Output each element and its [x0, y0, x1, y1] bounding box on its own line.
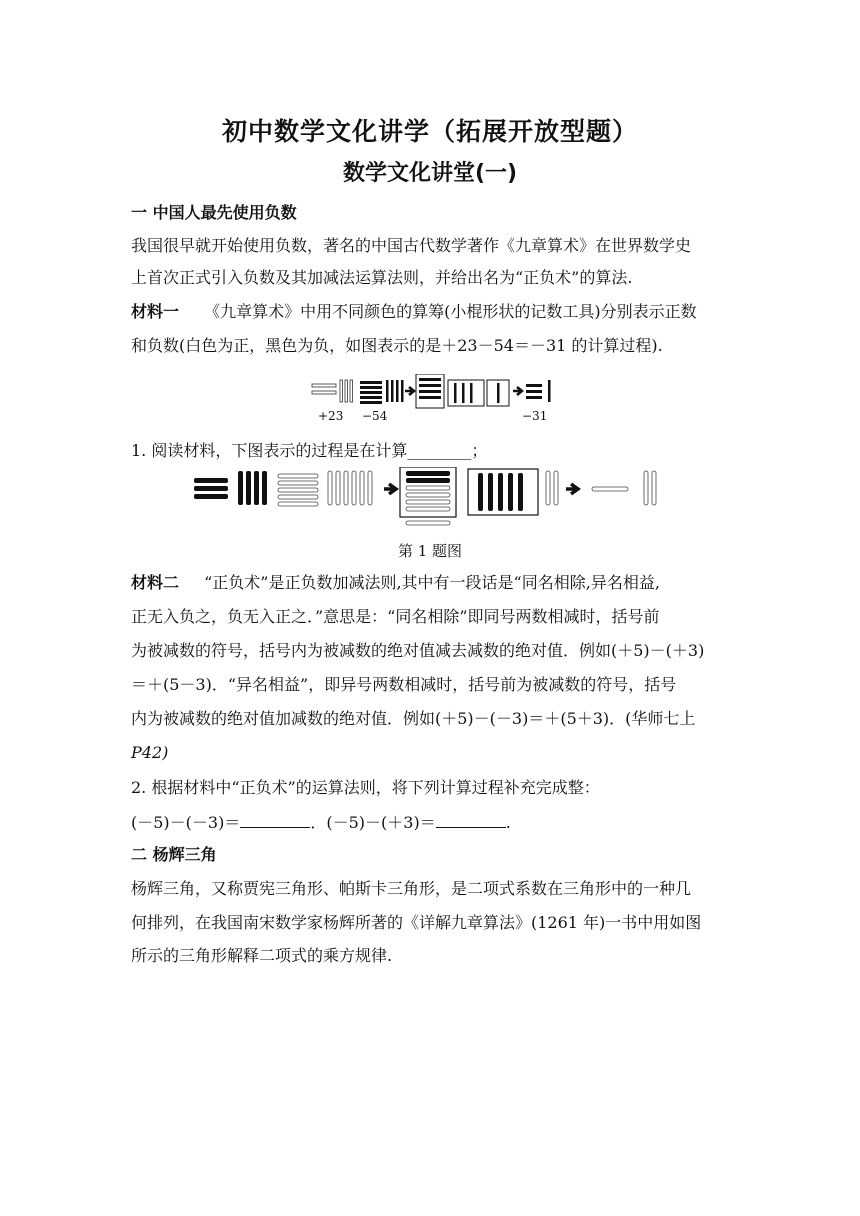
- q2-separator: ．: [310, 813, 327, 832]
- q2-end: .: [505, 813, 511, 832]
- q2-equation-1: (－5)－(－3)＝: [131, 813, 241, 832]
- section1-intro-line: 上首次正式引入负数及其加减法运算法则，并给出名为“正负术”的算法.: [131, 268, 633, 287]
- figure-1-caption: 第 1 题图: [397, 542, 463, 560]
- page-subtitle: 数学文化讲堂(一): [342, 161, 518, 186]
- material2-line: “正负术”是正负数加减法则,其中有一段话是“同名相除,异名相益,: [204, 573, 660, 592]
- figure-label-minus54: −54: [362, 409, 388, 423]
- q2-answer-blank-1[interactable]: [240, 811, 310, 828]
- q2-equation-2: (－5)－(＋3)＝: [326, 813, 436, 832]
- question-2: 2. 根据材料中“正负术”的运算法则，将下列计算过程补充完成整：: [131, 778, 600, 797]
- material2-paragraph: [131, 573, 660, 593]
- section2-heading: 二 杨辉三角: [131, 845, 217, 864]
- material1-line: 和负数(白色为正，黑色为负，如图表示的是＋23－54＝－31 的计算过程).: [131, 336, 663, 355]
- material2-line: 为被减数的符号，括号内为被减数的绝对值减去减数的绝对值．例如(＋5)－(＋3): [131, 641, 705, 660]
- section1-heading: 一 中国人最先使用负数: [131, 203, 297, 222]
- material1-label: 材料一: [131, 302, 180, 321]
- material2-label: 材料二: [131, 573, 180, 592]
- figure-label-plus23: +23: [318, 409, 344, 423]
- counting-rods-figure-q1: [192, 467, 682, 529]
- question-1: 1. 阅读材料，下图表示的过程是在计算________；: [131, 441, 488, 460]
- material2-line: P42): [131, 743, 169, 762]
- q2-answer-blank-2[interactable]: [436, 811, 506, 828]
- material2-line: ＝＋(5－3)．“异名相益”，即异号两数相减时，括号前为被减数的符号，括号: [131, 675, 677, 694]
- section2-line: 杨辉三角，又称贾宪三角形、帕斯卡三角形，是二项式系数在三角形中的一种几: [131, 879, 692, 898]
- figure-label-minus31: −31: [522, 409, 548, 423]
- material1-line: 《九章算术》中用不同颜色的算筹(小棍形状的记数工具)分别表示正数: [204, 302, 697, 321]
- question-2-equations: [131, 811, 511, 833]
- section2-line: 何排列，在我国南宋数学家杨辉所著的《详解九章算法》(1261 年)一书中用如图: [131, 913, 702, 932]
- page-title: 初中数学文化讲学（拓展开放型题）: [221, 117, 638, 146]
- section1-intro-line: 我国很早就开始使用负数，著名的中国古代数学著作《九章算术》在世界数学史: [131, 236, 692, 255]
- material1-paragraph: [131, 302, 697, 322]
- section2-line: 所示的三角形解释二项式的乘方规律.: [131, 946, 393, 965]
- material2-line: 内为被减数的绝对值加减数的绝对值．例如(＋5)－(－3)＝＋(5＋3)．(华师七上: [131, 709, 696, 728]
- counting-rods-figure-small: [310, 374, 570, 424]
- material2-line: 正无入负之，负无入正之．”意思是：“同名相除”即同号两数相减时，括号前: [131, 607, 660, 626]
